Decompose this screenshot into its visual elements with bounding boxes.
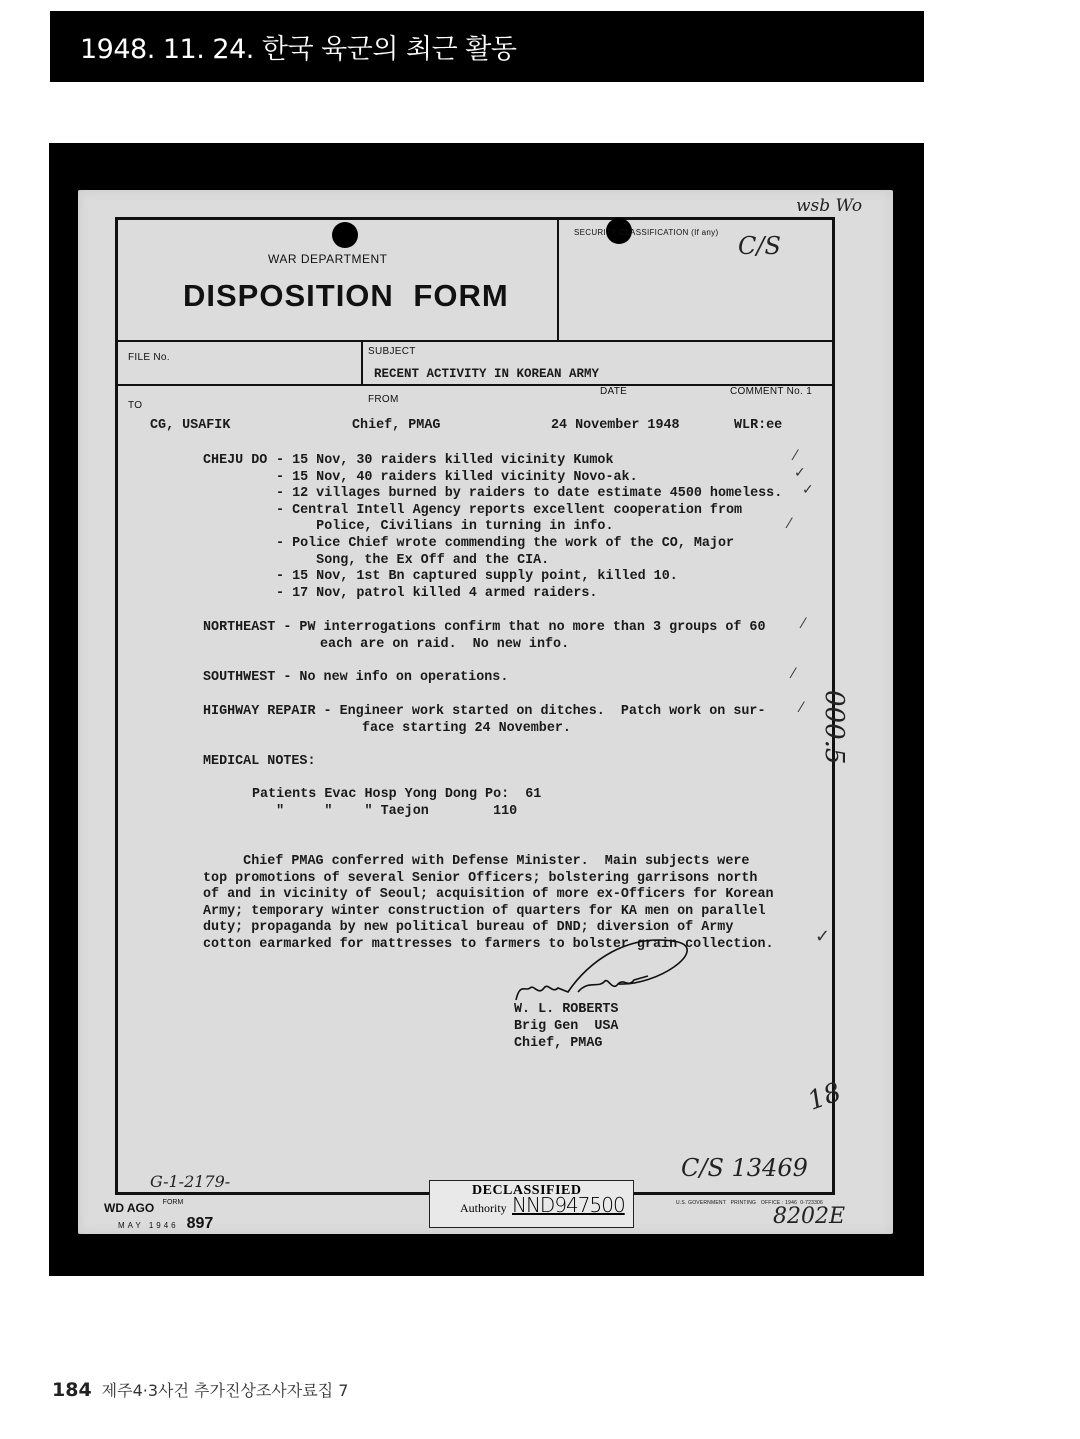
page-title-bar — [50, 11, 924, 82]
cheju-item: - 17 Nov, patrol killed 4 armed raiders. — [276, 585, 598, 601]
disposition-form-paper — [78, 190, 893, 1234]
form-number-block — [104, 1199, 213, 1233]
header-divider — [557, 220, 559, 340]
subject-value: RECENT ACTIVITY IN KOREAN ARMY — [374, 367, 600, 381]
from-label: FROM — [368, 394, 399, 405]
comment-ref-value: WLR:ee — [734, 418, 783, 433]
cheju-do-heading: CHEJU DO — [203, 453, 268, 468]
medical-notes-heading: MEDICAL NOTES: — [203, 754, 316, 769]
declassified-stamp — [429, 1180, 634, 1228]
check-mark-icon: ⁄ — [792, 666, 795, 682]
signer-rank: Brig Gen USA — [514, 1019, 619, 1034]
check-mark-icon: ✓ — [802, 482, 814, 498]
form-title: DISPOSITION FORM — [183, 278, 509, 313]
file-subject-divider — [361, 341, 363, 385]
form-date: MAY 1946 — [118, 1221, 179, 1230]
check-mark-icon: ✓ — [815, 926, 831, 947]
signer-title: Chief, PMAG — [514, 1036, 603, 1051]
cheju-item: - 12 villages burned by raiders to date estimate 4500 homeless. — [276, 486, 783, 502]
highway-repair-line-2: face starting 24 November. — [362, 721, 571, 736]
highway-repair-line-1: HIGHWAY REPAIR - Engineer work started on ditches. Patch work on sur- — [203, 704, 766, 719]
cheju-item: - Central Intell Agency reports excellent cooperation from — [276, 502, 743, 518]
row-divider-1 — [118, 340, 832, 342]
subject-label: SUBJECT — [368, 346, 416, 357]
paragraph-line: Army; temporary winter construction of quarters for KA men on parallel — [203, 903, 766, 919]
handwritten-archive-code: 8202E — [773, 1204, 846, 1229]
check-mark-icon: ⁄ — [800, 700, 803, 716]
comment-label: COMMENT No. 1 — [730, 386, 813, 397]
northeast-line-2: each are on raid. No new info. — [320, 637, 570, 652]
row-divider-2 — [118, 384, 832, 386]
page-title: 1948. 11. 24. 한국 육군의 최근 활동 — [80, 34, 517, 65]
medical-row-2: " " " Taejon 110 — [252, 804, 518, 819]
printing-office-note: U.S. GOVERNMENT PRINTING OFFICE : 1946 0-723306 — [676, 1200, 824, 1206]
handwritten-cs-number: C/S 13469 — [681, 1154, 808, 1182]
declassified-authority-value: NND947500 — [512, 1193, 625, 1217]
cheju-item: - 15 Nov, 40 raiders killed vicinity Novo-ak. — [276, 469, 638, 485]
handwritten-file-ref: G-1-2179- — [150, 1172, 231, 1191]
paragraph-line: duty; propaganda by new political bureau of DND; diversion of Army — [203, 920, 734, 936]
check-mark-icon: ⁄ — [788, 516, 791, 532]
page-footer — [52, 1378, 348, 1401]
cheju-item: - Police Chief wrote commending the work of the CO, Major — [276, 535, 735, 551]
handwritten-margin-number: 000.5 — [819, 690, 849, 765]
to-value: CG, USAFIK — [150, 418, 231, 433]
paragraph-line: Chief PMAG conferred with Defense Minister. Main subjects were — [203, 854, 750, 869]
southwest-line: SOUTHWEST - No new info on operations. — [203, 670, 509, 685]
form-number: 897 — [186, 1215, 214, 1232]
check-mark-icon: ✓ — [794, 465, 806, 481]
document-photo-frame — [49, 143, 924, 1276]
punch-hole-left — [332, 222, 358, 248]
cheju-item: Song, the Ex Off and the CIA. — [276, 552, 550, 568]
department-label: WAR DEPARTMENT — [268, 252, 388, 266]
declassified-authority-label: Authority — [460, 1201, 507, 1215]
cheju-item: Police, Civilians in turning in info. — [276, 519, 614, 535]
paragraph-line: of and in vicinity of Seoul; acquisition of more ex-Officers for Korean — [203, 887, 774, 903]
book-title: 제주4·3사건 추가진상조사자료집 7 — [101, 1381, 349, 1400]
handwritten-corner-number: 18 — [803, 1077, 846, 1117]
declassified-heading: DECLASSIFIED — [472, 1183, 582, 1198]
date-value: 24 November 1948 — [551, 418, 680, 433]
cheju-item: - 15 Nov, 30 raiders killed vicinity Kumok — [276, 453, 614, 468]
paragraph-line: top promotions of several Senior Officers; bolstering garrisons north — [203, 870, 758, 886]
handwritten-top-right: wsb Wo — [796, 196, 863, 216]
cheju-item: - 15 Nov, 1st Bn captured supply point, killed 10. — [276, 569, 678, 585]
from-value: Chief, PMAG — [352, 418, 441, 433]
northeast-line-1: NORTHEAST - PW interrogations confirm that no more than 3 groups of 60 — [203, 620, 766, 635]
cheju-do-items — [276, 453, 782, 602]
file-no-label: FILE No. — [128, 352, 170, 363]
paragraph-line: cotton earmarked for mattresses to farmers to bolster grain collection. — [203, 936, 774, 952]
check-mark-icon: ⁄ — [794, 448, 797, 464]
page-number: 184 — [52, 1379, 92, 1401]
form-word: FORM — [162, 1199, 184, 1206]
medical-row-1: Patients Evac Hosp Yong Dong Po: 61 — [252, 787, 542, 802]
security-classification-label: SECURITY CLASSIFICATION (If any) — [574, 228, 719, 237]
form-org: WD AGO — [104, 1201, 155, 1215]
check-mark-icon: ⁄ — [802, 616, 805, 632]
security-handwritten: C/S — [738, 232, 781, 260]
to-label: TO — [128, 400, 143, 411]
signer-name: W. L. ROBERTS — [514, 1002, 619, 1017]
date-label: DATE — [600, 386, 628, 397]
signature-scrawl-icon — [508, 922, 708, 1012]
